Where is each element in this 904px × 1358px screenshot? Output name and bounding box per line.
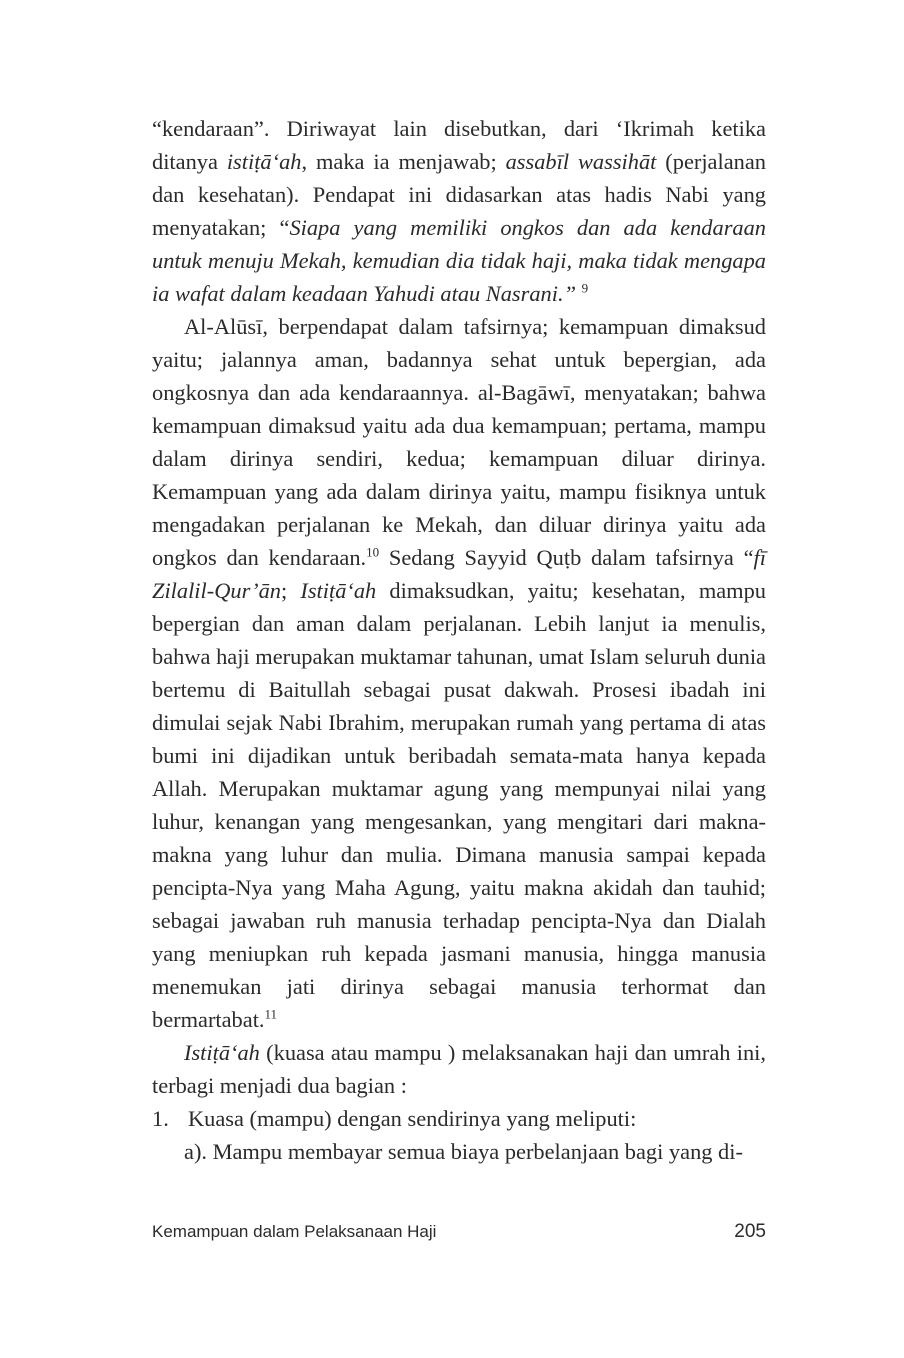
- text-run: , maka ia menjawab;: [301, 149, 506, 174]
- italic-text: fī Zilalil-Qur’ān: [152, 545, 766, 603]
- sub-list-item: [152, 1135, 766, 1168]
- footnote-ref: 11: [264, 1006, 278, 1022]
- footnote-ref: 9: [581, 280, 589, 296]
- italic-text: assabīl wassihāt: [505, 149, 657, 174]
- text-run: Kuasa (mampu) dengan sendirinya yang meliputi:: [188, 1106, 637, 1131]
- italic-text: Siapa yang memiliki ongkos dan ada kendaraan untuk menuju Mekah, kemudian dia tidak haji, maka tidak mengapa ia wafat dalam keadaan Yahudi atau Nasrani.”: [152, 215, 767, 306]
- body-text: [152, 112, 766, 1168]
- list-number: 1.: [152, 1106, 169, 1131]
- text-run: “kendaraan”. Diriwayat lain disebutkan, dari ‘Ikrimah ketika ditanya: [152, 116, 766, 174]
- text-run: dimaksudkan, yaitu; kesehatan, mampu bepergian dan aman dalam perjalanan. Lebih lanjut ia menulis, bahwa haji merupakan muktamar tahunan, umat Islam seluruh dunia bertemu di Baitullah sebagai pusat dakwah. Prosesi ibadah ini dimulai sejak Nabi Ibrahim, merupakan rumah yang pertama di atas bumi ini dijadikan untuk beribadah semata-mata hanya kepada Allah. Merupakan muktamar agung yang mempunyai nilai yang luhur, kenangan yang mengesankan, yang mengitari dari makna-makna yang luhur dan mulia. Dimana manusia sampai kepada pencipta-Nya yang Maha Agung, yaitu makna akidah dan tauhid; sebagai jawaban ruh manusia terhadap pencipta-Nya dan Dialah yang meniupkan ruh kepada jasmani manusia, hingga manusia menemukan jati dirinya sebagai manusia terhormat dan bermartabat.: [152, 578, 766, 1032]
- text-run: ;: [280, 578, 301, 603]
- footnote-ref: 10: [366, 544, 380, 560]
- page-number: 205: [734, 1221, 766, 1242]
- italic-text: Istiṭā‘ah: [300, 578, 377, 603]
- paragraph: [152, 1036, 766, 1102]
- paragraph: [152, 310, 766, 1036]
- list-item: [152, 1102, 766, 1135]
- italic-text: Istiṭā‘ah: [184, 1040, 260, 1065]
- text-run: Sedang Sayyid Quṭb dalam tafsirnya “: [379, 545, 754, 570]
- text-run: (kuasa atau mampu ) melaksanakan haji dan umrah ini, terbagi menjadi dua bagian :: [152, 1040, 766, 1098]
- running-footer-title: Kemampuan dalam Pelaksanaan Haji: [152, 1222, 437, 1241]
- text-run: a). Mampu membayar semua biaya perbelanjaan bagi yang di-: [184, 1139, 743, 1164]
- text-run: Al-Alūsī, berpendapat dalam tafsirnya; kemampuan dimaksud yaitu; jalannya aman, badannya sehat untuk bepergian, ada ongkosnya dan ada kendaraannya. al-Bagāwī, menyatakan; bahwa kemampuan dimaksud yaitu ada dua kemampuan; pertama, mampu dalam dirinya sendiri, kedua; kemampuan diluar dirinya. Kemampuan yang ada dalam dirinya yaitu, mampu fisiknya untuk mengadakan perjalanan ke Mekah, dan diluar dirinya yaitu ada ongkos dan kendaraan.: [152, 314, 766, 570]
- italic-text: istiṭā‘ah: [226, 149, 302, 174]
- text-run: (perjalanan dan kesehatan). Pendapat ini didasarkan atas hadis Nabi yang menyatakan; “: [152, 149, 766, 240]
- paragraph: [152, 112, 766, 310]
